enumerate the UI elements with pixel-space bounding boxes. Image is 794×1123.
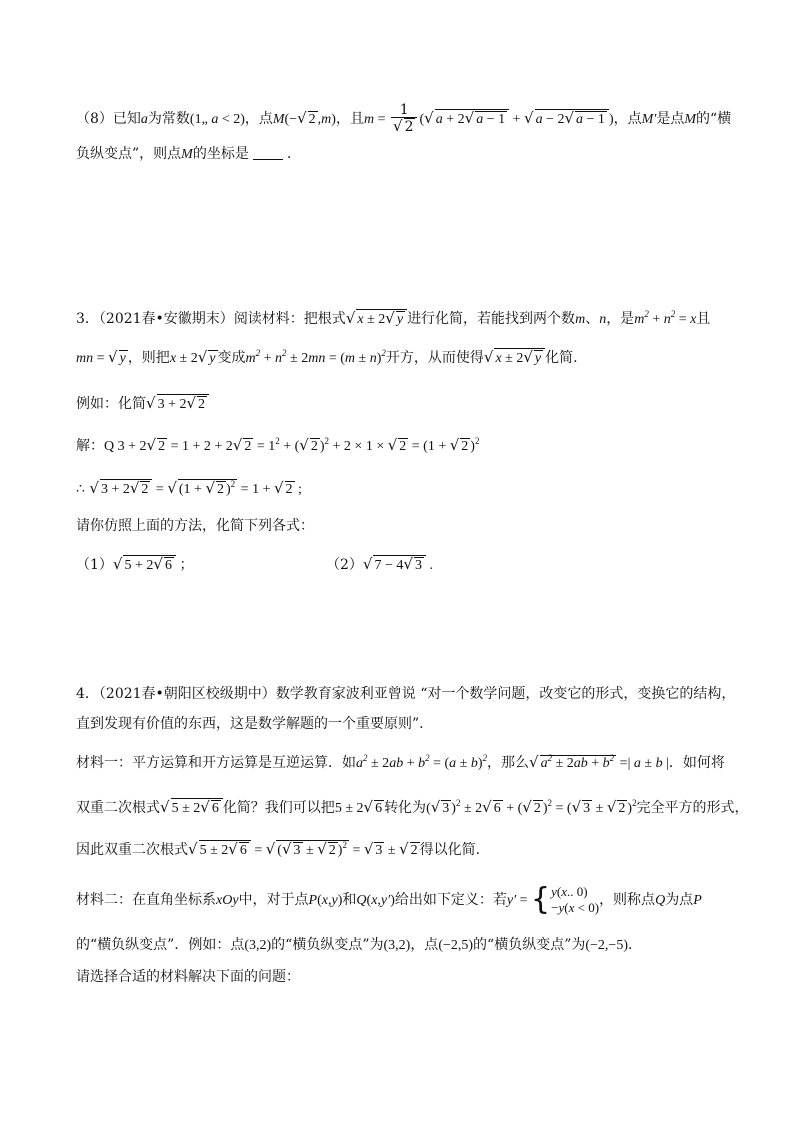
q8-line2: 负纵变点”，则点M的坐标是 . [76,146,292,162]
p4-final: 请选择合适的材料解决下面的问题： [76,969,300,985]
p4-material1-line3: 因此双重二次根式√ 5 ± 2√ 6 = √ (√ 3 ± √ 2 )$^2$ = √ 3 ± √ 2 得以化简. [76,840,481,858]
q8-label: （8） [76,111,113,127]
p4-line1: 4．（2021春•朝阳区校级期中）数学教育家波利亚曾说 “对一个数学问题，改变它的形式，变换它的结构， [76,686,736,702]
p3-item-2: （2）√ 7 − 4√ 3 . [326,555,433,573]
p3-therefore: ∴ √ 3 + 2√ 2 = √ (1 + √ 2 )$^2$ = 1 + √ 2 ; [76,479,302,497]
problem-number: 4． [76,686,99,702]
piecewise-cases: y(x.. 0) −y(x < 0) [551,884,600,915]
p4-material1-line1: 材料一：平方运算和开方运算是互逆运算．如$a^2 \pm 2ab + b^2 = (a \pm b)^2$，那么√ $a^2 \pm 2ab + b^2$ =| a ± b |．如何将 [76,753,725,771]
brace: { [531,882,551,917]
p3-instruction: 请你仿照上面的方法，化简下列各式： [76,518,314,534]
problem-source: （2021春•朝阳区校级期中） [98,686,276,702]
p4-line2: 直到发现有价值的东西，这是数学解题的一个重要原则”. [76,716,424,732]
p3-solution: 解：Q 3 + 2√ 2 = 1 + 2 + 2√ $2 = 1^2$ + (√ 2 )$^2$ + 2 × 1 × √ 2 = (1 + √ 2 )$^2$ [76,436,480,454]
answer-blank[interactable] [253,145,283,160]
p4-material1-line2: 双重二次根式√ 5 ± 2√ 6 化简？我们可以把5 ± 2√ 6 转化为(√ 3 )$^2$ ± 2√ 6 + (√ 2 )$^2$ = (√ 3 ± √ 2 )$^2$完全平方的形式， [76,798,749,816]
p3-example: 例如：化简√ 3 + 2√ 2 [76,392,209,415]
problem-number: 3． [76,311,99,327]
p3-line2: mn = √ y ，则把x ± 2√ y 变成$m^2 + n^2 \pm 2mn = (m \pm n)^2$开方，从而使得√ x ± 2√ y 化简. [76,348,578,366]
p4-material2-line2: 的“横负纵变点”．例如：点(3,2)的“横负纵变点”为(3,2)，点(−2,5)的“横负纵变点”为(−2,−5). [76,937,633,953]
p4-material2-line1: 材料二：在直角坐标系xOy中，对于点P(x,y)和Q(x,y′)给出如下定义：若y′ = { y(x.. 0) −y(x < 0) ，则称点Q为点P [76,882,702,917]
problem-source: （2021春•安徽期末） [98,311,234,327]
p3-item-1: （1）√ 5 + 2√ 6 ； [76,555,194,573]
q8-line1: （8）已知a为常数(1„ a < 2)，点M(−√ 2 ,m)，且m = $\frac{1}{√ 2}$ (√ a + 2√ a − 1 + √ a − 2√ a − 1 )，点M′是点M的“横 [76,102,732,135]
fraction: $\frac{1}{√ 2}$ [391,103,417,135]
p3-line1: 3．（2021春•安徽期末）阅读材料：把根式√ x ± 2√ y 进行化简，若能找到两个数m、n，是$m^2 + n^2 = x$且 [76,309,711,327]
